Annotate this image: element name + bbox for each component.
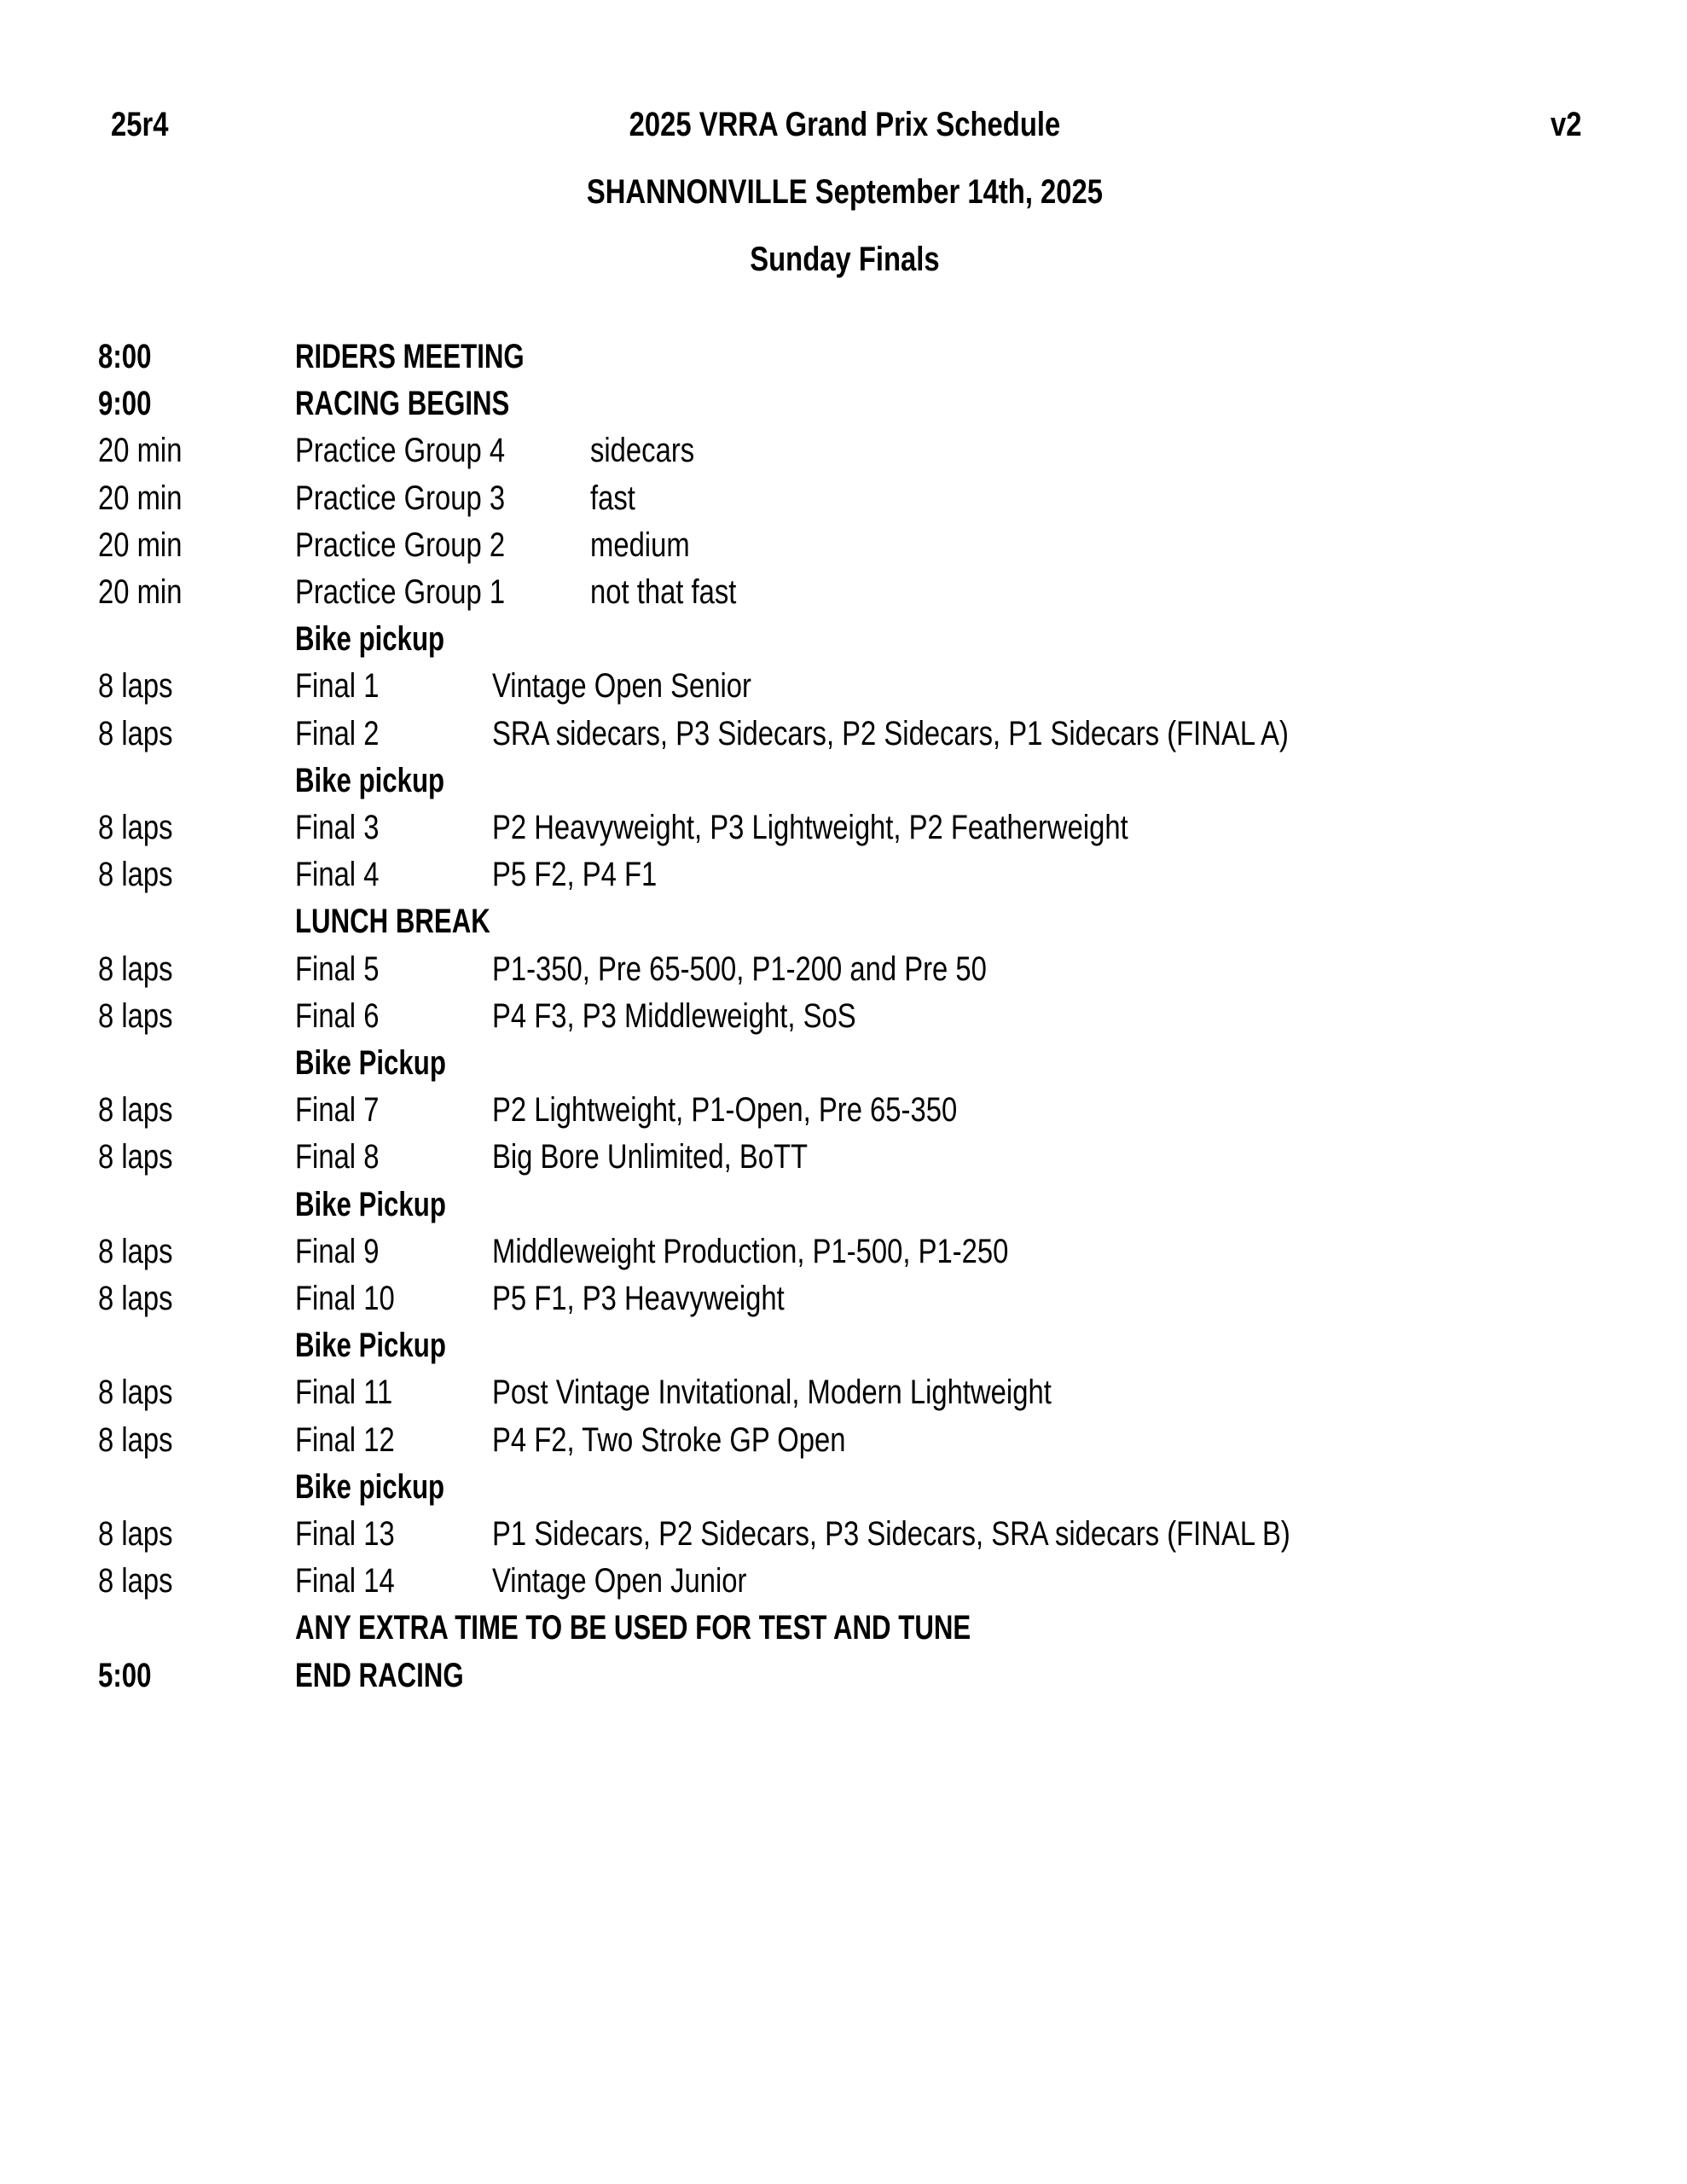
row-group-description: medium — [590, 526, 690, 564]
row-session: Practice Group 1 — [295, 573, 506, 611]
row-session: Final 2 — [295, 714, 380, 752]
schedule-row-break — [0, 1046, 1687, 1093]
page-title: 2025 VRRA Grand Prix Schedule — [629, 106, 1061, 143]
row-time: 9:00 — [98, 385, 152, 423]
schedule-row-practice — [0, 575, 1687, 622]
row-session: Practice Group 3 — [295, 479, 506, 517]
schedule-row-final — [0, 669, 1687, 716]
row-group-description: fast — [590, 479, 635, 517]
schedule-row-break — [0, 904, 1687, 951]
row-classes: P5 F1, P3 Heavyweight — [492, 1280, 785, 1317]
schedule-row-practice — [0, 481, 1687, 528]
schedule-row-final — [0, 857, 1687, 904]
row-break-label: Bike Pickup — [295, 1327, 446, 1365]
row-break-label: Bike pickup — [295, 761, 445, 799]
row-duration: 8 laps — [98, 1091, 173, 1130]
schedule-row-break — [0, 1611, 1687, 1658]
row-duration: 8 laps — [98, 1232, 173, 1270]
row-duration: 8 laps — [98, 1280, 173, 1317]
row-session: Final 14 — [295, 1562, 395, 1600]
row-session: Final 8 — [295, 1138, 380, 1176]
row-classes: P5 F2, P4 F1 — [492, 856, 658, 894]
row-break-label: ANY EXTRA TIME TO BE USED FOR TEST AND TUNE — [295, 1609, 971, 1647]
schedule-row-milestone — [0, 386, 1687, 433]
row-session: Practice Group 4 — [295, 432, 506, 470]
schedule-row-break — [0, 1328, 1687, 1375]
row-duration: 20 min — [98, 432, 183, 470]
schedule-row-final — [0, 1517, 1687, 1564]
row-duration: 8 laps — [98, 714, 173, 752]
row-classes: P4 F3, P3 Middleweight, SoS — [492, 996, 856, 1035]
row-classes: Vintage Open Junior — [492, 1562, 747, 1600]
schedule-row-break — [0, 622, 1687, 669]
row-duration: 8 laps — [98, 1138, 173, 1176]
schedule-row-break — [0, 1185, 1687, 1234]
row-session: Final 1 — [295, 667, 380, 706]
row-duration: 8 laps — [98, 1515, 173, 1553]
row-session: Final 6 — [295, 996, 380, 1035]
schedule-row-final — [0, 1234, 1687, 1281]
row-duration: 8 laps — [98, 996, 173, 1035]
day-subtitle: Sunday Finals — [750, 241, 940, 278]
row-classes: Middleweight Production, P1-500, P1-250 — [492, 1232, 1009, 1270]
row-duration: 20 min — [98, 573, 183, 611]
schedule-row-break — [0, 761, 1687, 810]
row-session: Final 10 — [295, 1280, 395, 1317]
row-classes: P1-350, Pre 65-500, P1-200 and Pre 50 — [492, 950, 987, 988]
row-classes: SRA sidecars, P3 Sidecars, P2 Sidecars, P1 Sidecars (FINAL A) — [492, 714, 1289, 752]
row-break-label: LUNCH BREAK — [295, 903, 490, 941]
row-session: Final 13 — [295, 1515, 395, 1553]
row-duration: 8 laps — [98, 1562, 173, 1600]
schedule-row-final — [0, 714, 1687, 764]
row-session: Final 12 — [295, 1420, 395, 1459]
row-duration: 8 laps — [98, 856, 173, 894]
row-duration: 8 laps — [98, 950, 173, 988]
row-classes: P1 Sidecars, P2 Sidecars, P3 Sidecars, SRA sidecars (FINAL B) — [492, 1515, 1290, 1553]
schedule-row-final — [0, 1375, 1687, 1422]
row-session: Final 9 — [295, 1232, 380, 1270]
row-classes: P4 F2, Two Stroke GP Open — [492, 1420, 846, 1459]
schedule-row-final — [0, 996, 1687, 1046]
row-classes: Post Vintage Invitational, Modern Lightweight — [492, 1374, 1052, 1412]
schedule-row-practice — [0, 528, 1687, 575]
venue-date: SHANNONVILLE September 14th, 2025 — [586, 173, 1104, 211]
row-event: END RACING — [295, 1656, 464, 1694]
row-duration: 8 laps — [98, 1420, 173, 1459]
row-event: RIDERS MEETING — [295, 338, 525, 375]
schedule-row-final — [0, 1281, 1687, 1328]
row-session: Final 3 — [295, 809, 380, 846]
revision-code: 25r4 — [111, 106, 169, 143]
row-group-description: not that fast — [590, 573, 737, 611]
row-group-description: sidecars — [590, 432, 695, 470]
row-break-label: Bike Pickup — [295, 1185, 446, 1223]
schedule-row-practice — [0, 433, 1687, 480]
schedule-row-break — [0, 1467, 1687, 1517]
row-break-label: Bike pickup — [295, 1467, 445, 1506]
schedule-row-final — [0, 952, 1687, 999]
schedule-row-final — [0, 1420, 1687, 1470]
row-duration: 8 laps — [98, 1374, 173, 1412]
row-duration: 20 min — [98, 526, 183, 564]
schedule-row-milestone — [0, 1658, 1687, 1705]
schedule-row-final — [0, 1093, 1687, 1140]
schedule-row-final — [0, 1564, 1687, 1611]
row-time: 5:00 — [98, 1656, 152, 1694]
row-classes: Big Bore Unlimited, BoTT — [492, 1138, 809, 1176]
row-classes: P2 Heavyweight, P3 Lightweight, P2 Featherweight — [492, 809, 1128, 846]
row-event: RACING BEGINS — [295, 385, 510, 423]
row-session: Final 11 — [295, 1374, 393, 1412]
row-classes: P2 Lightweight, P1-Open, Pre 65-350 — [492, 1091, 958, 1130]
row-duration: 8 laps — [98, 667, 173, 706]
row-break-label: Bike pickup — [295, 620, 445, 659]
row-session: Final 5 — [295, 950, 380, 988]
schedule-row-final — [0, 1140, 1687, 1187]
row-duration: 20 min — [98, 479, 183, 517]
schedule-row-final — [0, 810, 1687, 857]
row-time: 8:00 — [98, 338, 152, 375]
row-session: Final 4 — [295, 856, 380, 894]
row-break-label: Bike Pickup — [295, 1044, 446, 1082]
row-duration: 8 laps — [98, 809, 173, 846]
row-classes: Vintage Open Senior — [492, 667, 751, 706]
version-label: v2 — [1551, 106, 1582, 143]
row-session: Final 7 — [295, 1091, 380, 1130]
schedule-row-milestone — [0, 340, 1687, 386]
row-session: Practice Group 2 — [295, 526, 506, 564]
